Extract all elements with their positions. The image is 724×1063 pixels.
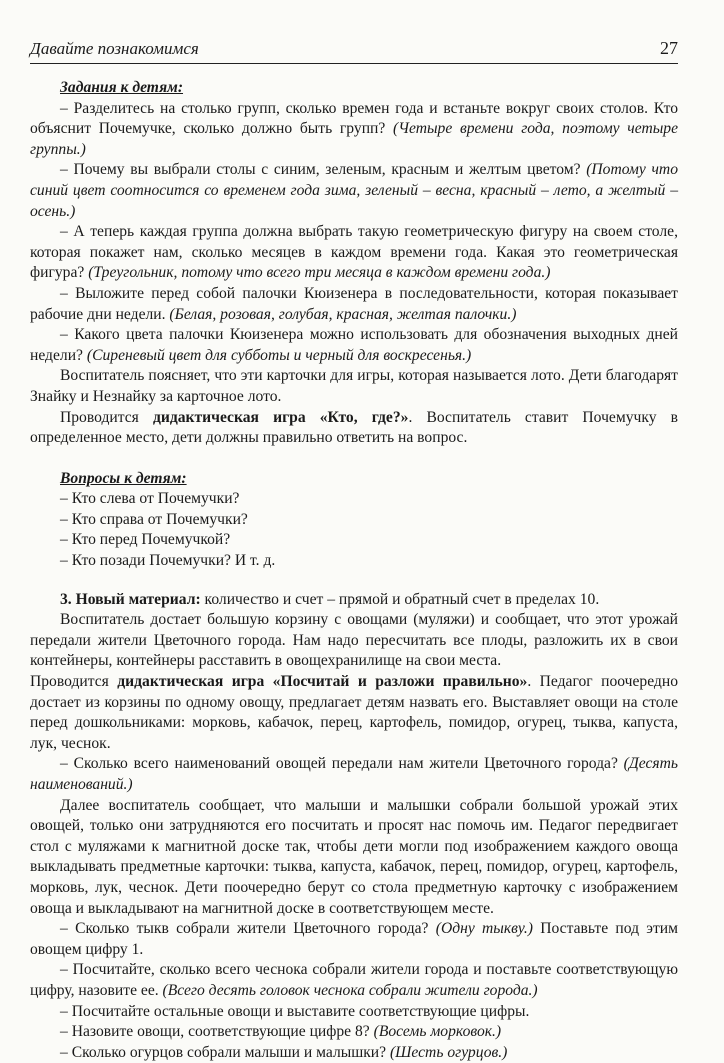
paragraph [30,960,678,1001]
spacer [30,449,678,469]
text: – Разделитесь на столько групп, сколько времен года и встаньте вокруг своих столов. Кто объяснит Почемучке, сколько должно быть групп? [30,99,678,138]
text: – Выложите перед собой палочки Кюизенера в последовательности, которая показывает рабочие дни недели. [30,284,678,323]
answer-text: (Шесть огурцов.) [389,1043,508,1061]
paragraph: Далее воспитатель сообщает, что малыши и малышки собрали большой урожай этих овощей, только они затрудняются его посчитать и просят нас помочь им. Педагог передвигает стол с муляжами к магнитной доске так, чтобы дети могли под изображением каждого овоща выкладывать предметные карточки: тыква, капуста, кабачок, перец, помидор, огурец, картофель, морковь, лук, чеснок. Дети поочередно берут со стола предметную карточку с изображением овоща и выкладывают на магнитной доске в соответствующем месте. [30,796,678,917]
list-item: – Кто перед Почемучкой? [60,531,231,549]
paragraph [30,325,678,366]
answer-text: (Одну тыкву.) [435,920,533,938]
spacer [30,572,678,590]
page-body [30,78,678,1063]
answer-text: (Восемь морковок.) [373,1023,502,1041]
paragraph [30,672,678,754]
text: – Посчитайте, сколько всего чеснока собрали жители города и поставьте соответствующую цифру, назовите ее. [30,961,678,999]
text: Проводится [60,408,153,426]
running-title: Давайте познакомимся [30,39,199,58]
paragraph [30,754,678,795]
paragraph [30,1022,678,1043]
text: – А теперь каждая группа должна выбрать такую геометрическую фигуру на своем столе, которая покажет нам, сколько месяцев в каждом времени года. Какая это геометрическая фигура? [30,223,678,282]
paragraph [30,99,678,161]
list-item: – Кто справа от Почемучки? [60,510,248,528]
paragraph [30,222,678,284]
answer-text: (Сиреневый цвет для субботы и черный для воскресенья.) [86,346,472,364]
paragraph: Воспитатель достает большую корзину с овощами (муляжи) и сообщает, что этот урожай передали жители Цветочного города. Нам надо пересчитать все плоды, разложить их в свои контейнеры, контейнеры расставить в овощехранилище на свои места. [30,611,678,670]
game-title: дидактическая игра «Посчитай и разложи правильно» [117,673,528,691]
section-heading-questions: Вопросы к детям: [60,469,187,487]
paragraph [30,160,678,222]
list-item: – Кто позади Почемучки? И т. д. [60,552,276,570]
text: . Педагог поочередно достает из корзины по одному овощу, предлагает детям назвать его. Выставляет овощи на столе перед дошкольниками: морковь, кабачок, перец, картофель, помидор, огурец, тыква, капуста, лук, чеснок. [30,673,678,752]
paragraph [30,590,678,611]
paragraph [30,919,678,960]
paragraph: – Посчитайте остальные овощи и выставите соответствующие цифры. [60,1002,530,1020]
paragraph [30,408,678,449]
text: – Назовите овощи, соответствующие цифре 8? [60,1023,374,1041]
answer-text: (Десять наименований.) [30,755,678,793]
text: Поставьте под этим овощем цифру 1. [30,920,678,958]
text: – Почему вы выбрали столы с синим, зеленым, красным и желтым цветом? [60,161,587,179]
game-title: дидактическая игра «Кто, где?» [152,408,409,426]
paragraph [30,1043,678,1063]
text: – Сколько всего наименований овощей передали нам жители Цветочного города? [60,755,624,773]
paragraph [30,284,678,325]
page-number: 27 [660,38,678,58]
list-item: – Кто слева от Почемучки? [60,490,240,508]
text: – Сколько тыкв собрали жители Цветочного города? [60,920,436,938]
text: – Какого цвета палочки Кюизенера можно использовать для обозначения выходных дней недели? [30,326,678,364]
text: количество и счет – прямой и обратный счет в пределах 10. [200,590,600,608]
answer-text: (Четыре времени года, поэтому четыре группы.) [30,120,679,158]
text: – Сколько огурцов собрали малыши и малышки? [60,1043,390,1061]
section-heading-tasks: Задания к детям: [60,79,184,96]
section-lead: 3. Новый материал: [60,590,201,608]
text: Проводится [30,673,118,691]
answer-text: (Белая, розовая, голубая, красная, желтая палочки.) [169,305,517,323]
text: . Воспитатель ставит Почемучку в определенное место, дети должны правильно ответить на вопрос. [30,408,678,447]
running-header [30,38,678,64]
answer-text: (Потому что синий цвет соотносится со временем года зима, зеленый – весна, красный – лето, а желтый – осень.) [30,161,678,220]
answer-text: (Всего десять головок чеснока собрали жители города.) [162,981,538,999]
paragraph: Воспитатель поясняет, что эти карточки для игры, которая называется лото. Дети благодарят Знайку и Незнайку за карточное лото. [30,367,678,405]
answer-text: (Треугольник, потому что всего три месяца в каждом времени года.) [88,264,551,282]
